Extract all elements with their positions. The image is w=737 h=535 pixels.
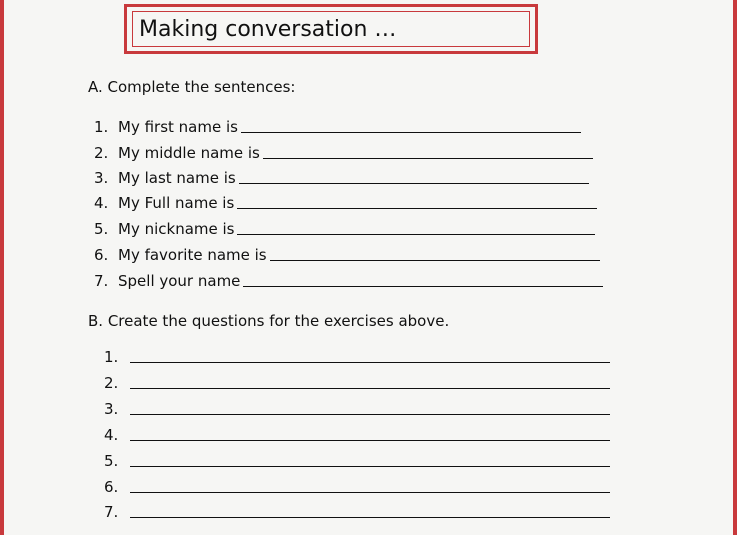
answer-line[interactable] <box>263 158 593 159</box>
answer-line[interactable] <box>237 234 595 235</box>
answer-line[interactable] <box>237 208 597 209</box>
question-number: 4. <box>104 426 119 444</box>
question-row-6 <box>104 476 610 496</box>
sentence-row-3 <box>94 167 589 187</box>
sentence-text: My middle name is <box>118 144 260 162</box>
sentence-number: 2. <box>94 144 109 162</box>
sentence-text: My nickname is <box>118 220 235 238</box>
question-line[interactable] <box>130 388 610 389</box>
question-row-2 <box>104 372 610 392</box>
page-border-right <box>733 0 737 535</box>
sentence-text: My favorite name is <box>118 246 267 264</box>
answer-line[interactable] <box>243 286 603 287</box>
sentence-row-4 <box>94 192 597 212</box>
section-b-heading: B. Create the questions for the exercises above. <box>88 312 450 330</box>
question-line[interactable] <box>130 440 610 441</box>
section-a-heading: A. Complete the sentences: <box>88 78 296 96</box>
answer-line[interactable] <box>239 183 589 184</box>
sentence-number: 7. <box>94 272 109 290</box>
sentence-text: My Full name is <box>118 194 235 212</box>
question-number: 3. <box>104 400 119 418</box>
question-row-7 <box>104 501 610 521</box>
question-line[interactable] <box>130 492 610 493</box>
question-line[interactable] <box>130 466 610 467</box>
question-line[interactable] <box>130 517 610 518</box>
question-line[interactable] <box>130 414 610 415</box>
question-number: 5. <box>104 452 119 470</box>
sentence-number: 4. <box>94 194 109 212</box>
sentence-number: 3. <box>94 169 109 187</box>
sentence-row-5 <box>94 218 595 238</box>
sentence-row-2 <box>94 142 593 162</box>
sentence-number: 1. <box>94 118 109 136</box>
sentence-number: 6. <box>94 246 109 264</box>
question-row-1 <box>104 346 610 366</box>
answer-line[interactable] <box>241 132 581 133</box>
question-row-3 <box>104 398 610 418</box>
answer-line[interactable] <box>270 260 600 261</box>
sentence-number: 5. <box>94 220 109 238</box>
question-number: 2. <box>104 374 119 392</box>
question-row-4 <box>104 424 610 444</box>
question-row-5 <box>104 450 610 470</box>
title-box <box>124 4 538 54</box>
question-number: 1. <box>104 348 119 366</box>
sentence-text: My first name is <box>118 118 238 136</box>
question-number: 6. <box>104 478 119 496</box>
page-title: Making conversation … <box>139 17 397 42</box>
question-number: 7. <box>104 503 119 521</box>
sentence-text: My last name is <box>118 169 236 187</box>
sentence-text: Spell your name <box>118 272 241 290</box>
question-line[interactable] <box>130 362 610 363</box>
sentence-row-7 <box>94 270 603 290</box>
page-border-left <box>0 0 4 535</box>
sentence-row-1 <box>94 116 581 136</box>
sentence-row-6 <box>94 244 600 264</box>
